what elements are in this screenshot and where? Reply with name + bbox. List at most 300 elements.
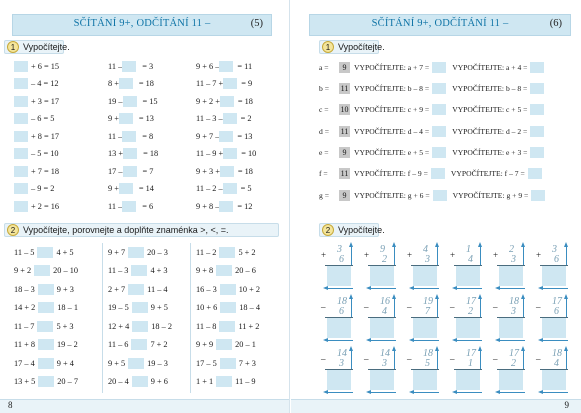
top-number: 18 [337,296,347,307]
variable-row [319,104,544,115]
comparison-answer-box[interactable] [219,247,235,258]
expression-right: 5 + 3 [56,321,74,331]
answer-box[interactable] [14,78,28,89]
expression-right: 18 – 2 [151,321,173,331]
column-problem [493,348,529,395]
answer-box[interactable] [223,183,237,194]
operator-sign: – [493,302,498,312]
answer-box[interactable] [456,318,480,338]
equation-row [14,78,59,89]
answer-box[interactable] [530,126,544,137]
equation-row [108,200,153,211]
equation-row [14,183,54,194]
result-arrow [413,340,439,341]
comparison-answer-box[interactable] [37,247,53,258]
equation-text: = 15 [142,96,158,106]
equation-row [196,183,252,194]
result-arrow [499,340,525,341]
comparison-answer-box[interactable] [38,339,54,350]
carry-arrow [480,299,481,317]
result-arrow-head [323,338,328,342]
carry-arrow-head [478,346,482,351]
equation-text: 9 + 6 – [196,61,220,71]
equation-text: = 5 [240,184,252,194]
answer-box[interactable] [14,148,28,159]
carry-arrow-head [478,294,482,299]
result-arrow-head [538,338,543,342]
variable-name: e = [319,147,329,157]
answer-box[interactable] [219,131,233,142]
equation-text: = 6 [142,201,154,211]
comparison-row [14,357,74,368]
column-problem [450,244,486,291]
equation-text: = 18 [138,79,154,89]
answer-box[interactable] [14,131,28,142]
expression-left: 9 + 2 [14,266,32,276]
task-instruction: Vypočítejte. [338,42,385,52]
top-number: 16 [380,296,390,307]
comparison-row [196,246,256,257]
expression: VYPOČÍTEJTE: f – 9 = [354,169,428,179]
carry-arrow [480,247,481,265]
equation-row [14,148,59,159]
column-divider [102,243,103,393]
equation-text: = 2 [240,114,252,124]
top-number: 18 [423,348,433,359]
equation-text: = 13 [138,114,154,124]
variable-value: 11 [340,126,349,136]
expression-left: 17 – 5 [196,358,217,368]
equation-row [14,60,59,71]
expression-left: 11 – 6 [108,340,129,350]
carry-arrow-head [435,242,439,247]
equation-text: 11 – 3 – [196,114,223,124]
answer-box[interactable] [123,166,137,177]
comparison-answer-box[interactable] [131,265,147,276]
answer-box[interactable] [327,266,351,286]
column-problem [493,296,529,343]
bottom-number: 3 [339,358,344,369]
top-number: 17 [466,296,476,307]
equation-text: + 3 = 17 [31,96,60,106]
comparison-row [108,339,168,350]
comparison-row [108,265,168,276]
answer-box[interactable] [123,148,137,159]
equation-row [108,60,153,71]
equation-text: 9 + 7 – [196,131,220,141]
answer-box[interactable] [456,370,480,390]
equation-row [196,95,253,106]
equation-row [196,148,256,159]
expression-left: 11 – 3 [108,266,129,276]
bottom-number: 4 [382,306,387,317]
expression-left: 18 – 3 [14,284,35,294]
carry-arrow [437,351,438,369]
expression-left: 11 – 7 [14,321,35,331]
answer-box[interactable] [456,266,480,286]
expression-left: 10 + 6 [196,303,218,313]
comparison-row [196,283,260,294]
carry-arrow-head [521,294,525,299]
answer-box[interactable] [123,96,137,107]
comparison-answer-box[interactable] [220,302,236,313]
comparison-answer-box[interactable] [219,321,235,332]
comparison-row [196,376,256,387]
bottom-number: 6 [339,306,344,317]
expression-left: 2 + 7 [108,284,126,294]
variable-value: 11 [340,84,349,94]
answer-box[interactable] [432,62,446,73]
equation-text: = 8 [142,131,154,141]
carry-arrow-head [521,242,525,247]
expression-right: 4 + 5 [56,247,74,257]
answer-box[interactable] [530,83,544,94]
comparison-row [14,376,78,387]
comparison-answer-box[interactable] [38,302,54,313]
expression-right: 19 – 2 [56,340,78,350]
answer-box[interactable] [432,126,446,137]
result-arrow [456,340,482,341]
task-number-badge: 2 [7,224,19,236]
answer-box[interactable] [413,318,437,338]
answer-box[interactable] [499,318,523,338]
result-arrow-head [323,286,328,290]
bottom-number: 4 [554,358,559,369]
answer-box[interactable] [122,61,136,72]
column-problem [321,244,357,291]
expression-left: 19 – 5 [108,303,129,313]
result-arrow [370,288,396,289]
equation-text: 17 – [108,166,123,176]
equation-text: = 18 [237,96,253,106]
equation-text: = 18 [143,149,159,159]
answer-box[interactable] [530,147,544,158]
result-arrow [499,392,525,393]
carry-arrow-head [478,242,482,247]
answer-box[interactable] [220,166,234,177]
answer-box[interactable] [432,104,446,115]
task-number-badge: 2 [322,224,334,236]
carry-arrow [437,299,438,317]
carry-arrow [523,299,524,317]
equation-text: 11 – [108,201,123,211]
answer-box[interactable] [413,370,437,390]
comparison-answer-box[interactable] [132,321,148,332]
task-instruction: Vypočítejte. [23,42,70,52]
comparison-answer-box[interactable] [220,284,236,295]
answer-box[interactable] [530,62,544,73]
expression-left: 17 – 4 [14,358,35,368]
variable-name: g = [319,190,329,200]
comparison-answer-box[interactable] [216,265,232,276]
carry-arrow-head [435,294,439,299]
left-page-header [12,14,272,36]
column-problem [407,244,443,291]
expression-left: 9 + 9 [196,340,214,350]
answer-box[interactable] [14,183,28,194]
expression-left: 9 + 5 [108,358,126,368]
task-instruction: Vypočítejte. [338,225,385,235]
expression-right: 18 – 1 [57,303,79,313]
equation-row [108,183,154,194]
operator-sign: – [407,354,412,364]
answer-box[interactable] [432,147,446,158]
answer-box[interactable] [14,166,28,177]
equation-text: – 6 = 5 [31,114,55,124]
equation-text: + 7 = 18 [31,166,60,176]
bottom-number: 7 [425,306,430,317]
equation-row [108,78,154,89]
column-problem [364,296,400,343]
bottom-number: 6 [554,306,559,317]
top-number: 2 [509,244,514,255]
expression-left: 9 + 8 [196,266,214,276]
expression: VYPOČÍTEJTE: f – 7 = [450,169,525,179]
carry-arrow [394,299,395,317]
top-number: 3 [552,244,557,255]
page-footer [291,399,581,413]
carry-arrow [351,351,352,369]
comparison-answer-box[interactable] [37,321,53,332]
answer-box[interactable] [14,201,28,212]
expression-left: 11 – 5 [14,247,35,257]
answer-box[interactable] [327,370,351,390]
answer-box[interactable] [542,370,566,390]
bottom-number: 5 [425,358,430,369]
variable-name: b = [319,84,329,94]
answer-box[interactable] [220,96,234,107]
expression-right: 11 – 9 [235,377,256,387]
task-number-badge: 1 [322,41,334,53]
carry-arrow-head [349,294,353,299]
top-number: 17 [509,348,519,359]
expression-right: 20 – 1 [235,340,256,350]
answer-box[interactable] [413,266,437,286]
equation-text: 11 – 7 + [196,79,224,89]
variable-row [319,168,542,179]
variable-value: 9 [339,190,350,201]
column-problem [450,296,486,343]
result-arrow-head [452,286,457,290]
comparison-answer-box[interactable] [128,358,144,369]
answer-box[interactable] [433,190,447,201]
operator-sign: – [450,302,455,312]
answer-box[interactable] [119,183,133,194]
expression: VYPOČÍTEJTE: b – 8 = [452,84,528,94]
answer-box[interactable] [223,113,237,124]
result-arrow-head [409,286,414,290]
answer-box[interactable] [528,168,542,179]
top-number: 14 [337,348,347,359]
equation-text: = 13 [237,131,253,141]
top-number: 1 [466,244,471,255]
column-problem [407,348,443,395]
comparison-answer-box[interactable] [216,339,232,350]
operator-sign: + [493,250,499,260]
expression: VYPOČÍTEJTE: b – 8 = [354,84,430,94]
operator-sign: – [450,354,455,364]
comparison-row [14,339,78,350]
operator-sign: – [364,302,369,312]
task-instruction: Vypočítejte, porovnejte a doplňte znaménka >, <, =. [23,225,229,235]
comparison-answer-box[interactable] [132,302,148,313]
carry-arrow-head [564,346,568,351]
answer-box[interactable] [223,148,237,159]
result-arrow-head [366,286,371,290]
column-problem [450,348,486,395]
answer-box[interactable] [370,370,394,390]
answer-box[interactable] [499,266,523,286]
equation-text: + 6 = 15 [31,61,60,71]
column-problem [321,296,357,343]
equation-row [196,60,252,71]
comparison-row [108,320,172,331]
result-arrow [499,288,525,289]
page-number: 8 [8,400,13,410]
variable-row [319,61,544,72]
result-arrow-head [495,390,500,394]
equation-row [14,130,59,141]
operator-sign: + [364,250,370,260]
bottom-number: 3 [511,254,516,265]
result-arrow-head [323,390,328,394]
column-problem [364,244,400,291]
answer-box[interactable] [14,113,28,124]
comparison-answer-box[interactable] [128,247,144,258]
result-arrow [542,392,568,393]
answer-box[interactable] [119,113,133,124]
expression-right: 7 + 2 [150,340,168,350]
answer-box[interactable] [122,201,136,212]
expression: VYPOČÍTEJTE: e + 3 = [452,147,528,157]
equation-row [108,165,153,176]
expression-right: 7 + 3 [238,358,256,368]
operator-sign: – [536,354,541,364]
result-arrow [542,288,568,289]
comparison-answer-box[interactable] [34,265,50,276]
answer-box[interactable] [499,370,523,390]
answer-box[interactable] [14,96,28,107]
answer-box[interactable] [542,318,566,338]
answer-box[interactable] [431,168,445,179]
comparison-row [108,246,168,257]
result-arrow-head [409,338,414,342]
expression-left: 13 + 5 [14,377,36,387]
answer-box[interactable] [223,78,237,89]
top-number: 19 [423,296,433,307]
carry-arrow-head [349,242,353,247]
equation-text: – 4 = 12 [31,79,59,89]
equation-text: 11 – [108,131,123,141]
equation-text: = 9 [241,79,253,89]
operator-sign: – [321,302,326,312]
result-arrow-head [538,390,543,394]
right-page [291,0,581,413]
carry-arrow-head [392,242,396,247]
answer-box[interactable] [219,61,233,72]
top-number: 17 [466,348,476,359]
operator-sign: – [493,354,498,364]
operator-sign: – [364,354,369,364]
equation-row [108,148,158,159]
answer-box[interactable] [327,318,351,338]
comparison-answer-box[interactable] [128,284,144,295]
comparison-answer-box[interactable] [131,339,147,350]
bottom-number: 3 [425,254,430,265]
top-number: 18 [509,296,519,307]
comparison-row [196,339,256,350]
comparison-row [196,265,256,276]
answer-box[interactable] [530,104,544,115]
page-footer [0,399,289,413]
comparison-answer-box[interactable] [220,358,236,369]
answer-box[interactable] [122,131,136,142]
equation-text: 19 – [108,96,123,106]
equation-text: = 12 [237,201,253,211]
equation-row [196,113,252,124]
expression-left: 12 + 4 [108,321,130,331]
operator-sign: + [536,250,542,260]
answer-box[interactable] [542,266,566,286]
equation-row [14,200,59,211]
equation-text: = 7 [142,166,154,176]
answer-box[interactable] [432,83,446,94]
comparison-answer-box[interactable] [38,358,54,369]
comparison-row [14,246,74,257]
answer-box[interactable] [370,266,394,286]
answer-box[interactable] [219,201,233,212]
carry-arrow [437,247,438,265]
comparison-answer-box[interactable] [38,376,54,387]
result-arrow-head [366,338,371,342]
equation-text: – 9 = 2 [31,184,55,194]
comparison-row [108,357,168,368]
equation-row [196,78,252,89]
bottom-number: 1 [468,358,473,369]
expression-left: 14 + 2 [14,303,36,313]
answer-box[interactable] [370,318,394,338]
comparison-row [14,320,74,331]
expression-left: 1 + 1 [196,377,214,387]
answer-box[interactable] [14,61,28,72]
expression-right: 11 + 2 [238,321,260,331]
comparison-answer-box[interactable] [132,376,148,387]
answer-box[interactable] [531,190,545,201]
carry-arrow [523,247,524,265]
operator-sign: + [450,250,456,260]
result-arrow-head [366,390,371,394]
expression-right: 4 + 3 [150,266,168,276]
result-arrow [413,392,439,393]
variable-name: c = [319,105,329,115]
task-2-header [4,223,279,237]
operator-sign: – [536,302,541,312]
equation-text: 8 + [108,79,119,89]
expression-right: 5 + 2 [238,247,256,257]
comparison-answer-box[interactable] [38,284,54,295]
expression-right: 11 – 4 [147,284,168,294]
equation-row [14,113,54,124]
answer-box[interactable] [119,78,133,89]
equation-text: = 10 [241,149,257,159]
comparison-answer-box[interactable] [216,376,232,387]
expression-right: 9 + 6 [150,377,168,387]
expression: VYPOČÍTEJTE: c + 9 = [354,105,430,115]
left-page [0,0,290,413]
comparison-row [196,302,260,313]
expression: VYPOČÍTEJTE: c + 5 = [452,105,528,115]
carry-arrow [566,299,567,317]
